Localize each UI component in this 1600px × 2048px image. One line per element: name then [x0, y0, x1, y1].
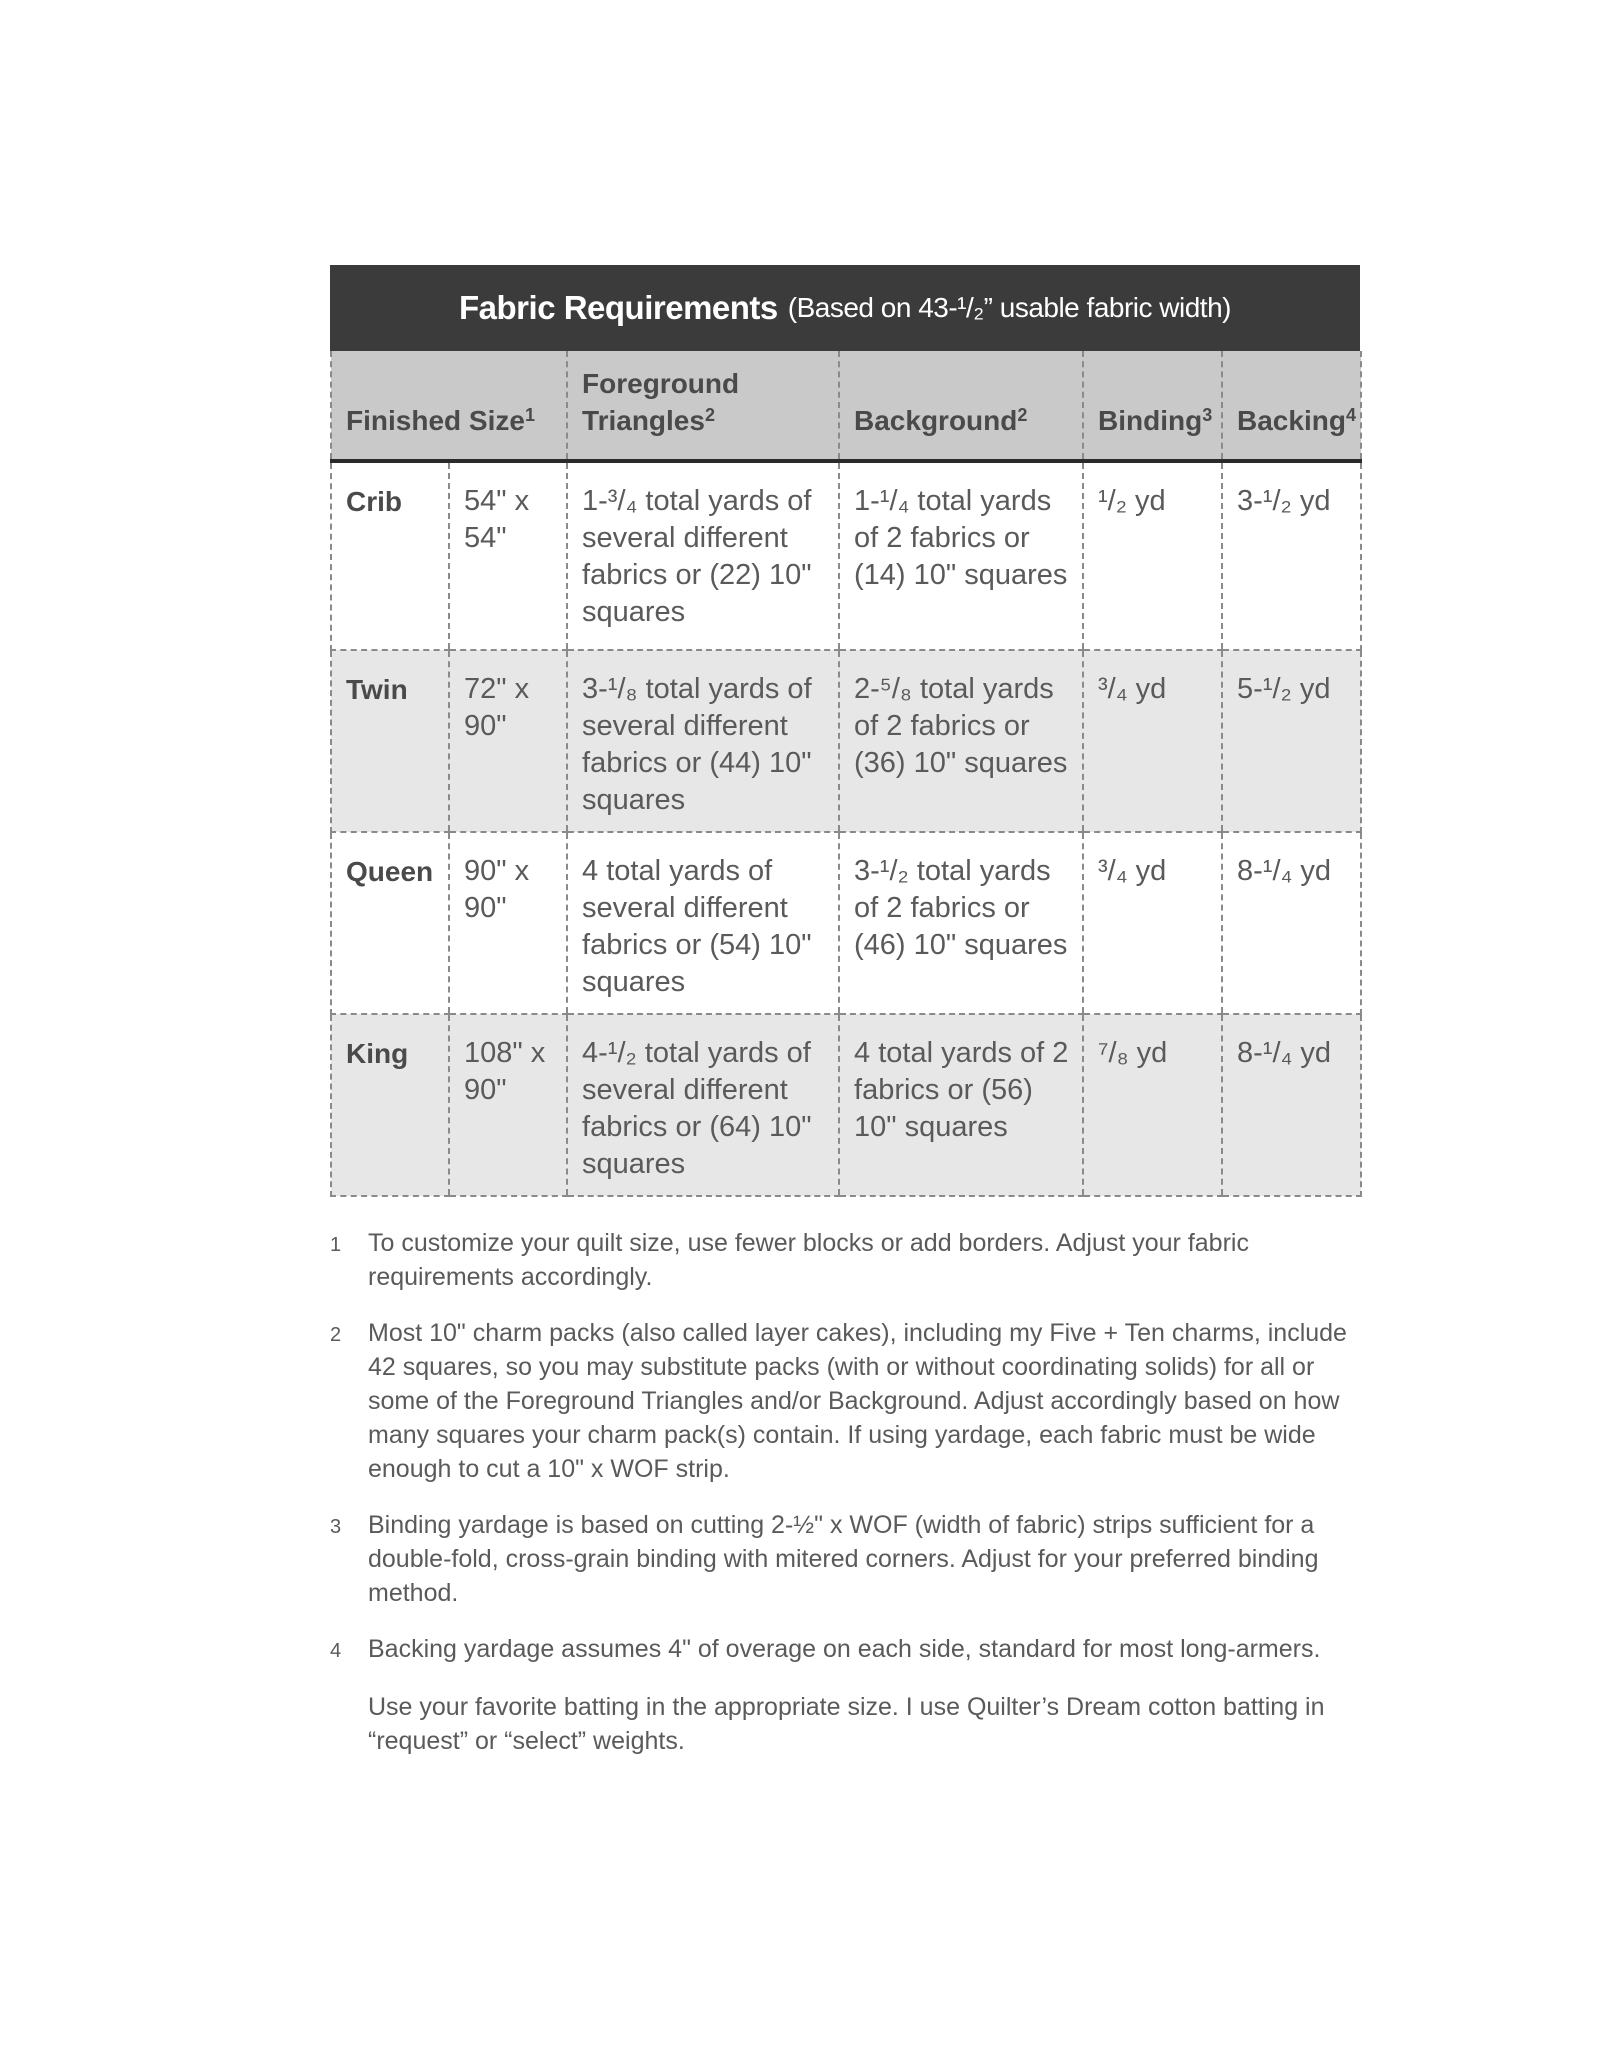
backing-amount: 3-¹/₂ yd: [1222, 461, 1361, 650]
table-header-row: [331, 351, 1361, 461]
header-foreground-triangles: [567, 351, 839, 461]
size-dimensions: 90" x 90": [449, 832, 567, 1014]
batting-note-text: Use your favorite batting in the appropriate size. I use Quilter’s Dream cotton batting in “request” or “select” weights.: [368, 1693, 1325, 1755]
binding-amount: ⁷/₈ yd: [1083, 1014, 1222, 1196]
header-label: Finished Size: [346, 405, 525, 436]
background-amount: 3-¹/₂ total yards of 2 fabrics or (46) 10" squares: [839, 832, 1083, 1014]
header-background: [839, 351, 1083, 461]
fabric-requirements-table: [330, 351, 1362, 1197]
background-amount: 1-¹/₄ total yards of 2 fabrics or (14) 10" squares: [839, 461, 1083, 650]
backing-amount: 5-¹/₂ yd: [1222, 650, 1361, 832]
binding-amount: ¹/₂ yd: [1083, 461, 1222, 650]
footnote-3: [330, 1508, 1350, 1610]
footnote-text: Most 10" charm packs (also called layer cakes), including my Five + Ten charms, include 42 squares, so you may substitute packs (with or without coordinating solids) for all or some of the Foreground Triangles and/or Background. Adjust accordingly based on how many squares your charm pack(s) contain. If using yardage, each fabric must be wide enough to cut a 10" x WOF strip.: [368, 1319, 1347, 1483]
header-binding: [1083, 351, 1222, 461]
size-dimensions: 54" x 54": [449, 461, 567, 650]
header-backing: [1222, 351, 1361, 461]
foreground-amount: 4 total yards of several different fabrics or (54) 10" squares: [567, 832, 839, 1014]
footnote-ref: 2: [704, 405, 715, 425]
footnote-text: Backing yardage assumes 4" of overage on each side, standard for most long-armers.: [368, 1635, 1321, 1663]
footnote-text: Binding yardage is based on cutting 2-½" x WOF (width of fabric) strips sufficient for a double-fold, cross-grain binding with mitered corners. Adjust for your preferred binding method.: [368, 1511, 1319, 1607]
footnote-4: [330, 1632, 1350, 1668]
footnote-number: 3: [330, 1516, 342, 1538]
size-name: Queen: [331, 832, 449, 1014]
header-label: Backing: [1237, 405, 1346, 436]
table-row-queen: [331, 832, 1361, 1014]
table-subtitle: (Based on 43-¹/₂” usable fabric width): [787, 292, 1231, 323]
backing-amount: 8-¹/₄ yd: [1222, 1014, 1361, 1196]
foreground-amount: 1-³/₄ total yards of several different fabrics or (22) 10" squares: [567, 461, 839, 650]
footnote-text: To customize your quilt size, use fewer blocks or add borders. Adjust your fabric requirements accordingly.: [368, 1229, 1249, 1291]
footnote-ref: 1: [524, 405, 535, 425]
binding-amount: ³/₄ yd: [1083, 650, 1222, 832]
footnote-ref: 2: [1017, 405, 1028, 425]
size-dimensions: 108" x 90": [449, 1014, 567, 1196]
size-name: Crib: [331, 461, 449, 650]
footnote-number: 2: [330, 1324, 342, 1346]
foreground-amount: 4-¹/₂ total yards of several different fabrics or (64) 10" squares: [567, 1014, 839, 1196]
footnote-1: [330, 1226, 1350, 1294]
footnote-number: 4: [330, 1640, 342, 1662]
header-finished-size: [331, 351, 567, 461]
backing-amount: 8-¹/₄ yd: [1222, 832, 1361, 1014]
footnote-ref: 4: [1345, 405, 1356, 425]
background-amount: 4 total yards of 2 fabrics or (56) 10" squares: [839, 1014, 1083, 1196]
table-row-crib: [331, 461, 1361, 650]
table-row-twin: [331, 650, 1361, 832]
size-name: King: [331, 1014, 449, 1196]
table-row-king: [331, 1014, 1361, 1196]
header-label: Background: [854, 405, 1018, 436]
footnote-ref: 3: [1202, 405, 1213, 425]
background-amount: 2-⁵/₈ total yards of 2 fabrics or (36) 10" squares: [839, 650, 1083, 832]
footnotes: [330, 1226, 1350, 1780]
foreground-amount: 3-¹/₈ total yards of several different fabrics or (44) 10" squares: [567, 650, 839, 832]
batting-note: [330, 1690, 1350, 1758]
header-label: Binding: [1098, 405, 1203, 436]
fabric-requirements-table-container: [330, 265, 1360, 1197]
table-title-bar: [330, 265, 1360, 351]
footnote-2: [330, 1316, 1350, 1486]
size-name: Twin: [331, 650, 449, 832]
table-title: Fabric Requirements: [459, 289, 778, 326]
footnote-number: 1: [330, 1234, 342, 1256]
binding-amount: ³/₄ yd: [1083, 832, 1222, 1014]
size-dimensions: 72" x 90": [449, 650, 567, 832]
header-label: Foreground Triangles: [582, 368, 740, 436]
